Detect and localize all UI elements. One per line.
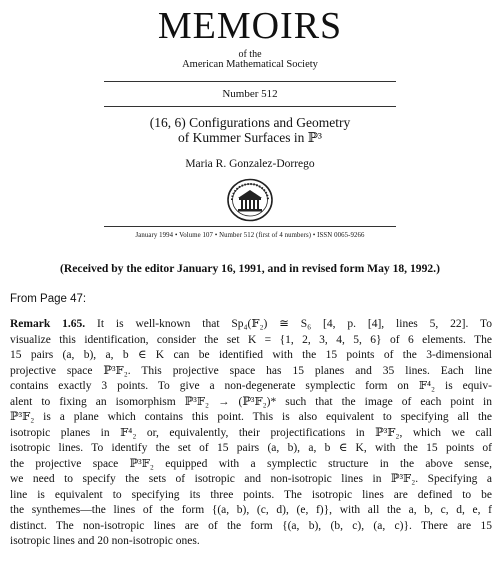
remark-line: the synthemes—the lines of the form {(a, b), (c, d), (e, f)}, with all the a, b, c, d, e, f bbox=[10, 504, 492, 516]
remark-line: isotropic lines. To identify the set of 15 pairs (a, b), a, b ∈ K, with the 15 points of bbox=[10, 442, 492, 454]
author-name: Maria R. Gonzalez-Dorrego bbox=[185, 158, 315, 170]
remark-line: visualize this identification, consider the set K = {1, 2, 3, 4, 5, 6} of 6 elements. The bbox=[10, 333, 492, 346]
title-line: (16, 6) Configurations and Geometry bbox=[149, 115, 351, 130]
remark-line: distinct. The non-isotropic lines are of the form {(a, b), (b, c), (a, c)}. There are 15 bbox=[10, 519, 492, 532]
remark-line: ℙ³𝔽₂ is a plane which contains this point. This is also equivalent to specifying all the bbox=[10, 411, 492, 423]
remark-heading: Remark 1.65. bbox=[10, 318, 86, 330]
received-note: (Received by the editor January 16, 1991, and in revised form May 18, 1992.) bbox=[60, 262, 440, 275]
remark-line-text: It is well-known that Sp₄(𝔽₂) ≅ S₆ [4, p. [4], lines 5, 22]. To bbox=[97, 318, 492, 330]
society-name: American Mathematical Society bbox=[182, 59, 318, 70]
memoir-title bbox=[0, 115, 500, 145]
series-title: MEMOIRS bbox=[157, 5, 343, 47]
number-label: Number 512 bbox=[222, 88, 278, 100]
remark-line: line is equivalent to specifying its three points. The isotropic lines are defined to be bbox=[10, 488, 492, 501]
remark-line: we need to specify the sets of isotropic and non-isotropic lines in ℙ³𝔽₂. Specifying a bbox=[10, 473, 492, 485]
page-reference: From Page 47: bbox=[10, 293, 87, 305]
ams-seal-icon bbox=[226, 178, 274, 222]
remark-line: isotropic lines and 20 non-isotropic ones. bbox=[10, 535, 200, 547]
title-line: of Kummer Surfaces in ℙ³ bbox=[178, 130, 322, 145]
remark-line: the projective space ℙ³𝔽₂ equipped with a symplectic structure in the above sense, bbox=[10, 457, 492, 470]
divider bbox=[104, 226, 396, 227]
divider bbox=[104, 81, 396, 82]
divider bbox=[104, 106, 396, 107]
publication-info: January 1994 • Volume 107 • Number 512 (first of 4 numbers) • ISSN 0065-9266 bbox=[135, 232, 365, 239]
cover-page bbox=[0, 0, 500, 250]
remark-line: isotropic planes in 𝔽⁴₂ or, equivalently, their projectifications in ℙ³𝔽₂, which we call bbox=[10, 426, 492, 439]
of-the-text: of the bbox=[238, 49, 262, 60]
remark-line: alent to fixing an isomorphism ℙ³𝔽₂ → (ℙ³𝔽₂)* such that the image of each point in bbox=[10, 395, 492, 408]
remark-line: projective space ℙ³𝔽₂. This projective space has 15 planes and 35 lines. Each line bbox=[10, 364, 492, 377]
remark-line: contains exactly 3 points. To give a non-degenerate symplectic form on 𝔽⁴₂ is equiv- bbox=[10, 380, 492, 392]
remark-line bbox=[10, 317, 492, 333]
remark-line: 15 pairs (a, b), a, b ∈ K can be identified with the 15 points of the 3-dimensional bbox=[10, 349, 492, 361]
remark-paragraph bbox=[10, 317, 492, 550]
